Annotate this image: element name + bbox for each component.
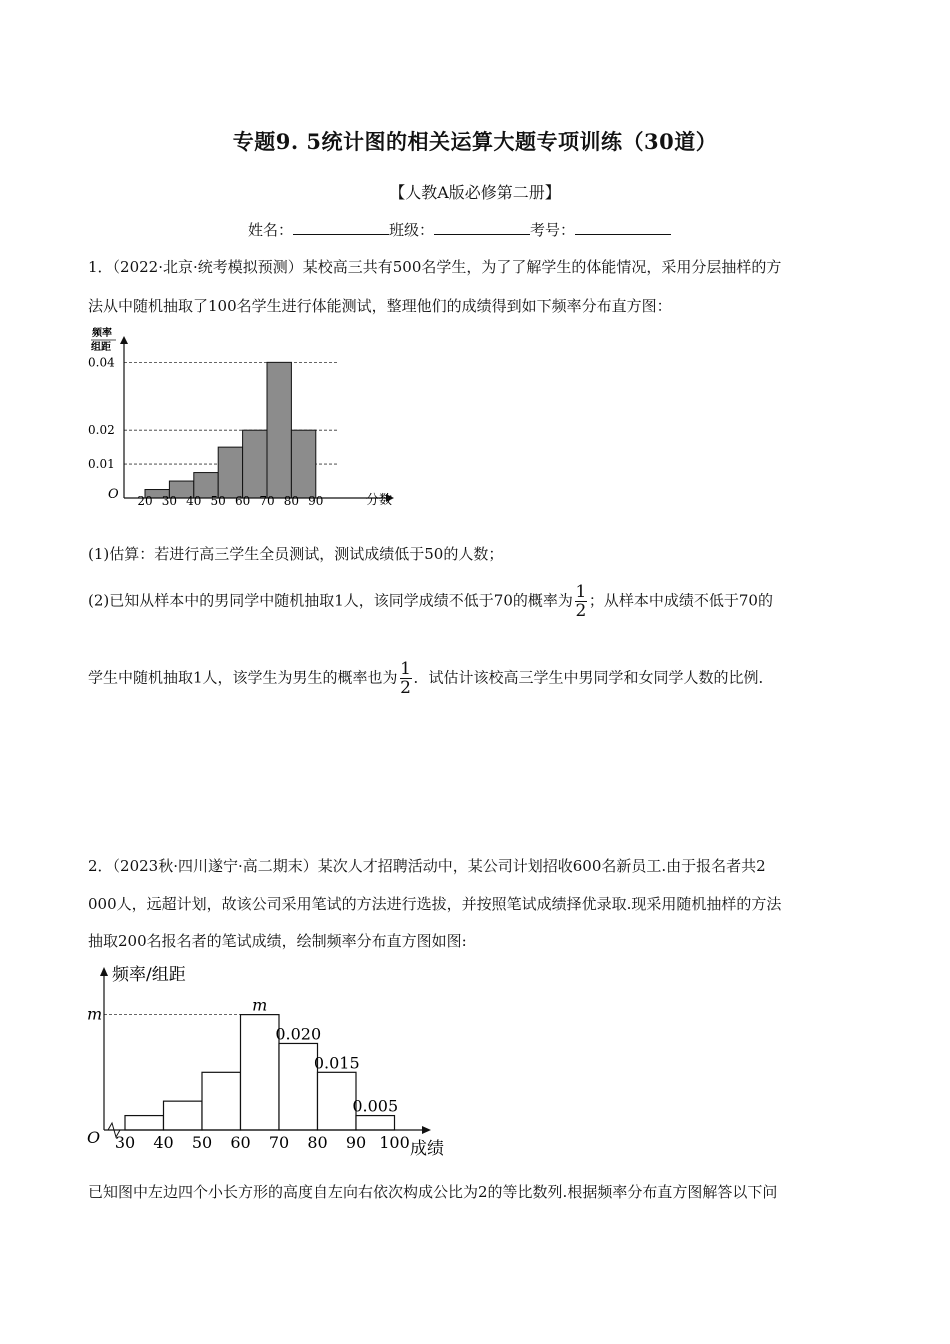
exam-no-label: 考号： [530,221,576,239]
x-tick-label: 80 [307,1133,328,1152]
x-tick-label: 90 [308,494,324,508]
x-tick-label: 80 [283,494,300,508]
x-tick-label: 70 [268,1133,290,1152]
bar-value-label: 0.015 [313,1053,360,1073]
q2-number: 2． [88,857,113,875]
x-tick-label: 70 [259,494,275,508]
exam-no-blank [575,220,671,235]
histogram-bar [318,1072,357,1130]
histogram-bar [164,1101,203,1130]
y-axis-arrow [120,336,128,344]
fraction-one-half: $\frac{1}{2}$ [400,659,411,698]
textbook-subtitle: 【人教A版必修第二册】 [389,183,561,202]
q2-histogram [84,960,454,1165]
x-tick-label: 30 [161,494,178,508]
origin-label: O [108,487,119,502]
q1-part2-line1: (2)已知从样本中的男同学中随机抽取1人，该同学成绩不低于70的概率为 $\frac{1}{2}$ ；从样本中成绩不低于70的 [88,582,773,621]
y-tick-label: 0.01 [88,457,115,472]
x-tick-label: 40 [186,494,202,508]
histogram-bar [279,1043,318,1130]
q2-line1: 2．（2023秋·四川遂宁·高二期末）某次人才招聘活动中，某公司计划招收600名新员工.由于报名者共2 [88,857,766,875]
page-title: 专题9. 5统计图的相关运算大题专项训练（30道） [232,129,718,154]
class-blank [434,220,530,235]
y-tick-label: 0.04 [88,355,115,370]
bar-value-label: 0.005 [352,1096,399,1116]
x-axis-label: 成绩 [410,1139,444,1159]
q2-line4: 已知图中左边四个小长方形的高度自左向右依次构成公比为2的等比数列.根据频率分布直方图解答以下问 [88,1183,778,1201]
x-axis-arrow [422,1126,431,1134]
q1-part2-line2: 学生中随机抽取1人，该学生为男生的概率也为 $\frac{1}{2}$ ．试估计该校高三学生中男同学和女同学人数的比例． [88,659,774,698]
name-blank [293,220,389,235]
x-tick-label: 60 [234,494,251,508]
y-label-top: 频率 [92,328,112,339]
y-tick-label: 0.02 [88,423,115,438]
histogram-bar [241,1015,280,1130]
histogram-bar [202,1072,241,1130]
fraction-one-half: $\frac{1}{2}$ [575,582,587,621]
histogram-bar [291,430,315,498]
bar-value-label: m [252,995,268,1015]
student-info-line [248,219,671,240]
origin-label: O [87,1128,101,1147]
x-tick-label: 50 [210,494,226,508]
name-label: 姓名： [248,221,294,239]
q1-line1: 1．（2022·北京·统考模拟预测）某校高三共有500名学生，为了了解学生的体能情况，采用分层抽样的方 [88,258,782,276]
x-tick-label: 100 [379,1133,410,1152]
x-axis-label: 分数 [366,493,393,508]
q2-line2: 000人，远超计划，故该公司采用笔试的方法进行选拔，并按照笔试成绩择优录取.现采用随机抽样的方法 [88,895,782,913]
x-tick-label: 30 [114,1133,136,1152]
y-axis-label: 频率/组距 [112,965,186,985]
x-tick-label: 20 [137,494,153,508]
q1-number: 1． [88,258,113,276]
y-axis-arrow [100,967,108,976]
histogram-bar [243,430,267,498]
histogram-bar [356,1116,395,1130]
q1-line2: 法从中随机抽取了100名学生进行体能测试，整理他们的成绩得到如下频率分布直方图： [88,297,672,315]
q2-line3: 抽取200名报名者的笔试成绩，绘制频率分布直方图如图: [88,932,467,950]
x-tick-label: 50 [191,1133,213,1152]
x-tick-label: 40 [153,1133,174,1152]
bar-value-label: 0.020 [275,1024,322,1044]
x-tick-label: 90 [345,1133,367,1152]
y-label-bottom: 组距 [91,342,111,353]
q1-histogram [86,322,416,514]
x-tick-label: 60 [230,1133,251,1152]
q1-part1: (1)估算：若进行高三学生全员测试，测试成绩低于50的人数； [88,545,504,563]
class-label: 班级： [389,221,435,239]
histogram-bar [218,447,242,498]
histogram-bar [267,362,291,498]
histogram-bar [125,1116,164,1130]
y-tick-label: m [87,1004,103,1024]
